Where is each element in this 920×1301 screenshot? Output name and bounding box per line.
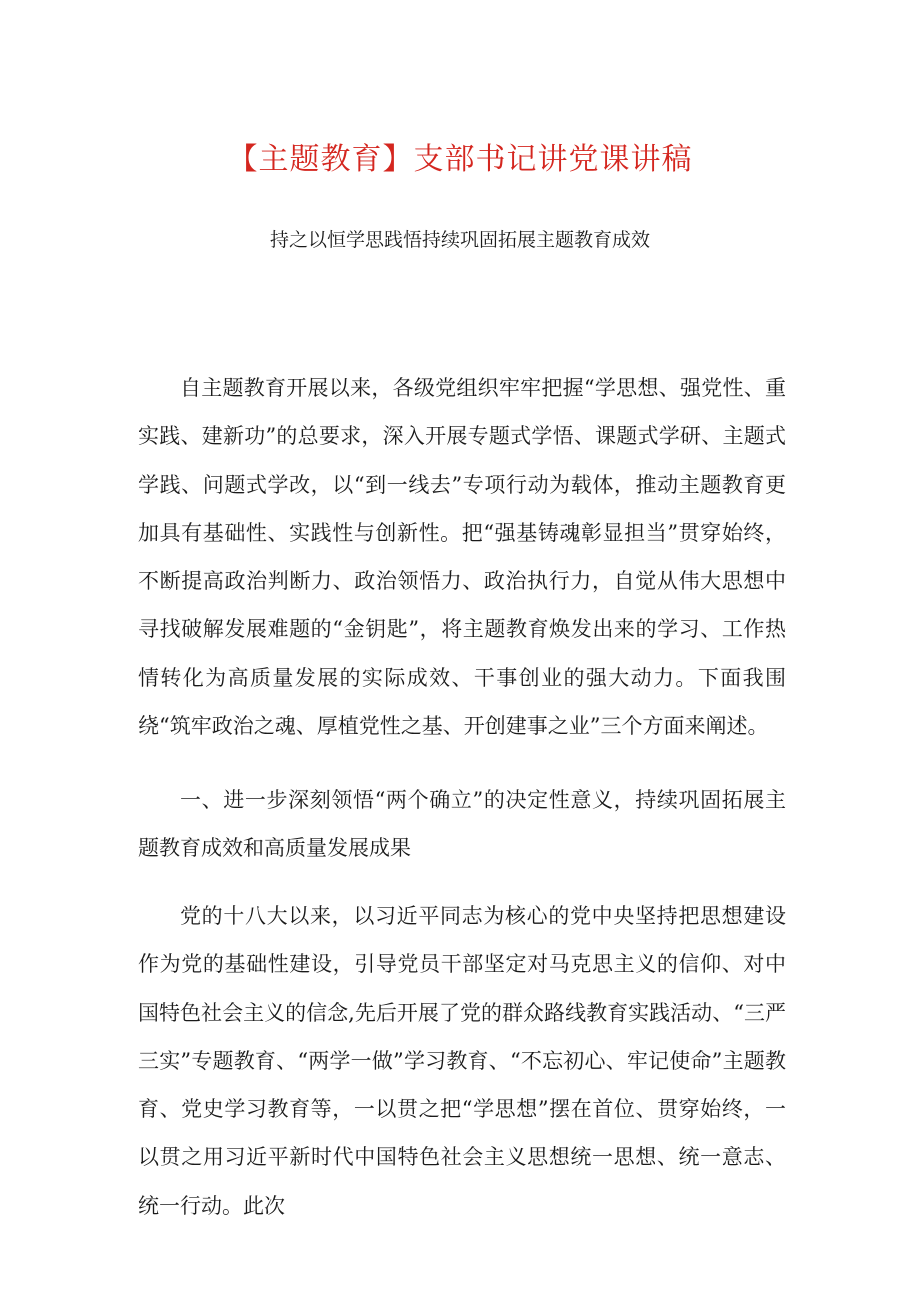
document-subtitle: 持之以恒学思践悟持续巩固拓展主题教育成效	[269, 229, 650, 251]
document-title: 【主题教育】支部书记讲党课讲稿	[227, 142, 693, 177]
section-heading-1: 一、进一步深刻领悟“两个确立”的决定性意义，持续巩固拓展主题教育成效和高质量发展成果	[138, 788, 786, 861]
intro-paragraph: 自主题教育开展以来，各级党组织牢牢把握“学思想、强党性、重实践、建新功”的总要求，深入开展专题式学悟、课题式学研、主题式学践、问题式学改，以“到一线去”专项行动为载体，推动主题教育更加具有基础性、实践性与创新性。把“强基铸魂彰显担当”贯穿始终，不断提高政治判断力、政治领悟力、政治执行力，自觉从伟大思想中寻找破解发展难题的“金钥匙”，将主题教育焕发出来的学习、工作热情转化为高质量发展的实际成效、干事创业的强大动力。下面我围绕“筑牢政治之魂、厚植党性之基、开创建事之业”三个方面来阐述。	[138, 376, 786, 739]
body-paragraph: 党的十八大以来，以习近平同志为核心的党中央坚持把思想建设作为党的基础性建设，引导党员干部坚定对马克思主义的信仰、对中国特色社会主义的信念,先后开展了党的群众路线教育实践活动、“三严三实”专题教育、“两学一做”学习教育、“不忘初心、牢记使命”主题教育、党史学习教育等，一以贯之把“学思想”摆在首位、贯穿始终，一以贯之用习近平新时代中国特色社会主义思想统一思想、统一意志、统一行动。此次	[138, 904, 786, 1218]
